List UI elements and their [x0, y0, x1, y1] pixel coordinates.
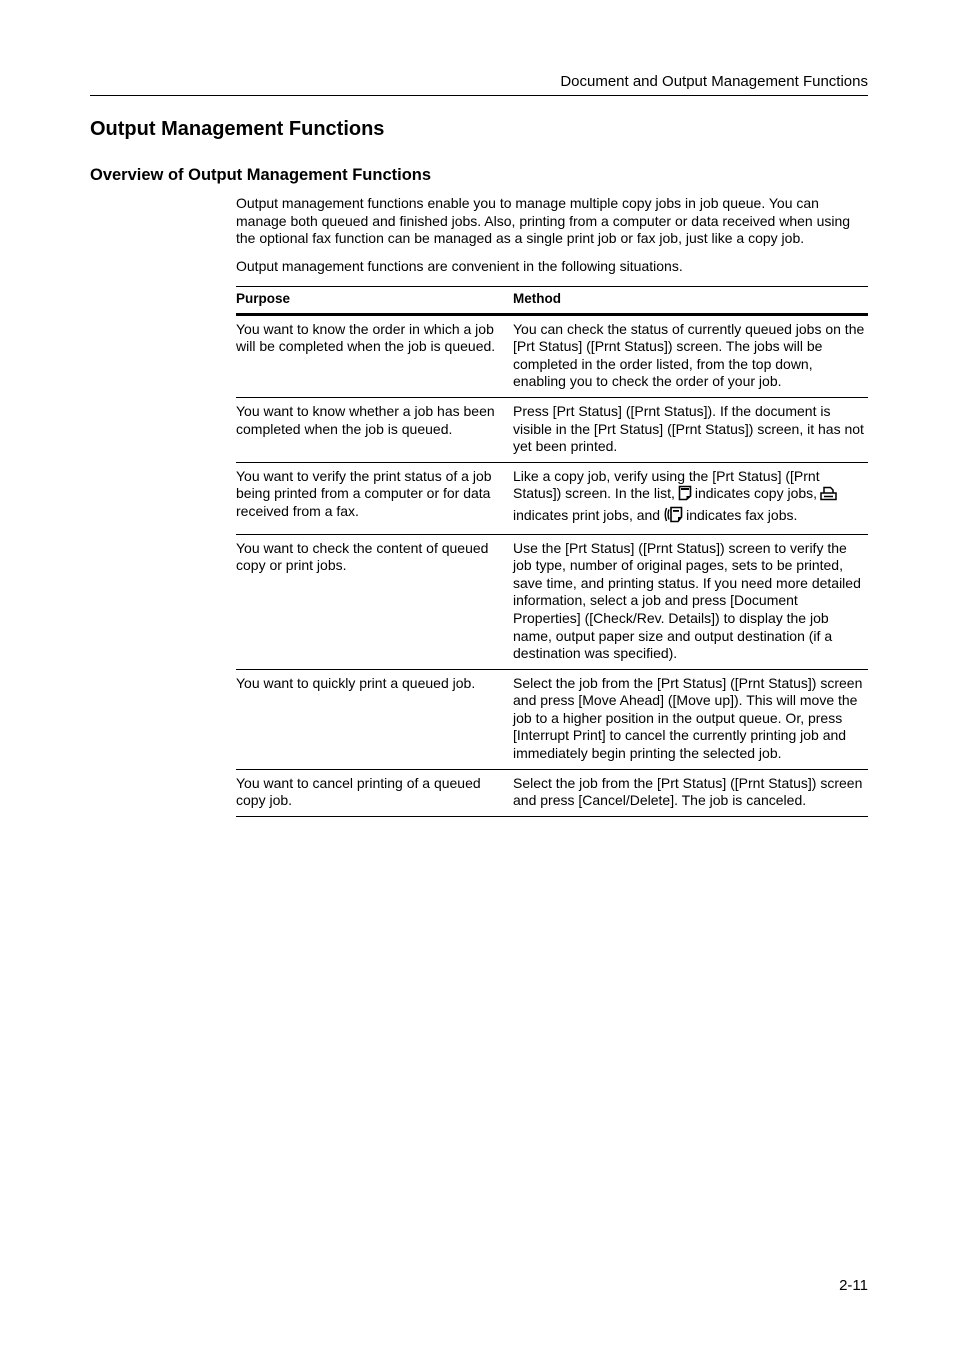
- fax-job-icon: [663, 506, 683, 528]
- purpose-cell: You want to know whether a job has been completed when the job is queued.: [236, 397, 513, 462]
- table-row: [236, 314, 868, 397]
- purpose-cell: You want to cancel printing of a queued copy job.: [236, 769, 513, 816]
- method-cell: Select the job from the [Prt Status] ([Prnt Status]) screen and press [Move Ahead] ([Move up]). This will move the job to a higher position in the output queue. Or, press [Interrupt Print] to cancel the currently printing job and immediately begin printing the selected job.: [513, 669, 868, 769]
- running-head: Document and Output Management Functions: [560, 73, 868, 90]
- purpose-cell: You want to verify the print status of a job being printed from a computer or for data received from a fax.: [236, 462, 513, 534]
- method-cell: [513, 462, 868, 534]
- intro-paragraph: Output management functions enable you to manage multiple copy jobs in job queue. You can manage both queued and finished jobs. Also, printing from a computer or data received when using the optional fax function can be managed as a single print job or fax job, just like a copy job.: [236, 195, 851, 247]
- header-rule: [90, 95, 868, 96]
- purpose-cell: You want to know the order in which a job will be completed when the job is queued.: [236, 314, 513, 397]
- method-cell: Use the [Prt Status] ([Prnt Status]) screen to verify the job type, number of original pages, sets to be printed, save time, and printing status. If you need more detailed information, select a job and press [Document Properties] ([Check/Rev. Details]) to display the job name, output paper size and output destination (if a destination was specified).: [513, 534, 868, 669]
- method-text: indicates print jobs, and: [513, 506, 661, 523]
- intro-paragraph: Output management functions are convenient in the following situations.: [236, 257, 683, 274]
- intro-text: [236, 195, 870, 285]
- purpose-cell: You want to quickly print a queued job.: [236, 669, 513, 769]
- section-title: Output Management Functions: [90, 118, 385, 140]
- method-text: Like a copy job, verify using the [Prt Status] ([Prnt Status]) screen. In the list,: [513, 467, 820, 502]
- method-text: indicates fax jobs.: [686, 506, 798, 523]
- table-row: [236, 397, 868, 462]
- page-number: 2-11: [839, 1277, 868, 1294]
- column-header-purpose: Purpose: [236, 287, 513, 315]
- copy-job-icon: [678, 485, 692, 506]
- print-job-icon: [820, 486, 837, 506]
- method-cell: You can check the status of currently queued jobs on the [Prt Status] ([Prnt Status]) screen. The jobs will be completed in the order listed, from the top down, enabling you to check the order of your job.: [513, 314, 868, 397]
- table-row: [236, 669, 868, 769]
- method-cell: Press [Prt Status] ([Prnt Status]). If the document is visible in the [Prt Status] ([Prnt Status]) screen, it has not yet been printed.: [513, 397, 868, 462]
- table-row: [236, 534, 868, 669]
- table-row: [236, 769, 868, 816]
- purpose-cell: You want to check the content of queued copy or print jobs.: [236, 534, 513, 669]
- method-text: indicates copy jobs,: [694, 485, 818, 502]
- purpose-method-table: [236, 286, 868, 817]
- column-header-method: Method: [513, 287, 868, 315]
- table-header-row: [236, 287, 868, 315]
- table-row: [236, 462, 868, 534]
- subsection-title: Overview of Output Management Functions: [90, 166, 432, 184]
- method-cell: Select the job from the [Prt Status] ([Prnt Status]) screen and press [Cancel/Delete]. The job is canceled.: [513, 769, 868, 816]
